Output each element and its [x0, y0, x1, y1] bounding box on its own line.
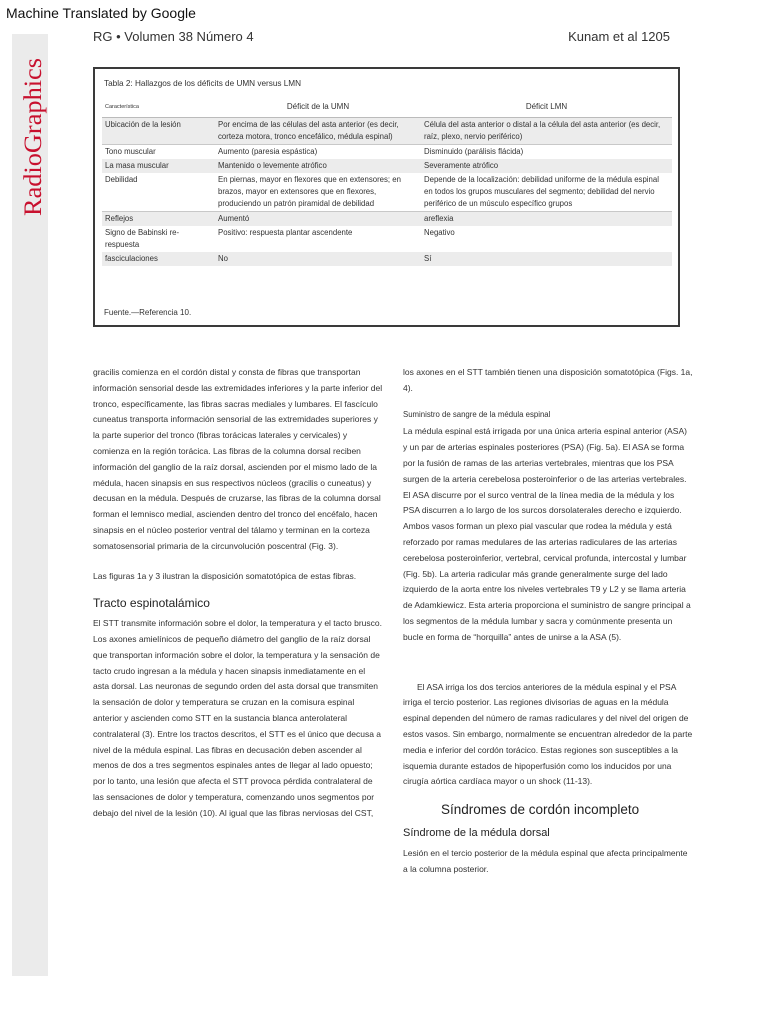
- left-paragraph-3: El STT transmite información sobre el dolor, la temperatura y el tacto brusco. Los axones amielínicos de pequeño diámetro del ganglio de la raíz dorsal que transportan información sobre el dolor, la temperatura y la sensación de tacto crudo ingresan a la médula y hacen sinapsis inmediatamente en el asta dorsal. Las neuronas de segundo orden del asta dorsal que transmiten la sensación de dolor y temperatura se cruzan en la comisura espinal anterior y ascienden como STT en la sustancia blanca anterolateral contralateral (3). Entre los tractos descritos, el STT es el único que decusa a nivel de la médula espinal. Las fibras en decusación deben ascender al menos de dos a tres segmentos espinales antes de llegar al lado opuesto; por lo tanto, una lesión que afecta el STT provoca pérdida contralateral de las sensaciones de dolor y temperatura, comenzando unos segmentos por debajo del nivel de la lesión (10). Al igual que las fibras nerviosas del CST,: [93, 618, 382, 818]
- section-heading-blood-supply: Suministro de sangre de la médula espinal: [403, 409, 551, 419]
- table-caption: Tabla 2: Hallazgos de los déficits de UMN versus LMN: [104, 79, 302, 88]
- row-feature: Reflejos: [102, 212, 215, 227]
- left-paragraph-2: Las figuras 1a y 3 ilustran la disposición somatotópica de estas fibras.: [93, 570, 357, 581]
- row-feature: Debilidad: [102, 173, 215, 212]
- umn-lmn-table: [102, 96, 672, 266]
- left-column: [93, 365, 383, 822]
- table-row: [102, 118, 672, 145]
- row-lmn: Negativo: [424, 228, 455, 237]
- row-lmn: areflexia: [421, 212, 672, 227]
- logo-text: RadioGraphics: [20, 66, 47, 216]
- right-paragraph-2: La médula espinal está irrigada por una única arteria espinal anterior (ASA) y un par de arterias espinales posteriores (PSA) (Fig. 5a). El ASA se forma por la fusión de ramas de las arterias vertebrales, mientras que los PSA surgen de la arteria cerebelosa posteroinferior o de las arterias vertebrales. El ASA discurre por el surco ventral de la línea media de la médula y los PSA discurren a lo largo de los surcos dorsolaterales derecho e izquierdo. Ambos vasos forman un plexo pial vascular que rodea la médula y está reforzado por ramas medulares de las arterias radiculares de las arterias cerebelosa posteroinferior, vertebral, cervical profunda, intercostal y lumbar (Fig. 5b). La arteria radicular más grande generalmente surge del lado izquierdo de la aorta entre los niveles vertebrales T9 y L2 y se llama arteria de Adamkiewicz. Esta arteria proporciona el suministro de sangre principal a los segmentos de la médula lumbar y sacra y comúnmente presenta un bucle en forma de “horquilla” antes de unirse a la ASA (5).: [403, 426, 691, 642]
- row-umn: Mantenido o levemente atrófico: [215, 159, 421, 173]
- table-body: [102, 118, 672, 267]
- table-source: Fuente.—Referencia 10.: [104, 308, 192, 317]
- running-header-journal: RG • Volumen 38 Número 4: [93, 29, 254, 44]
- table-row: [102, 212, 672, 227]
- row-lmn: Depende de la localización: debilidad uniforme de la médula espinal en todos los grupos musculares del segmento; debilidad del nervio periférico de un músculo específico grupos: [421, 173, 672, 212]
- radiographics-wordmark-icon: [10, 56, 50, 220]
- right-paragraph-3: El ASA irriga los dos tercios anteriores de la médula espinal y el PSA irriga el tercio posterior. Las regiones divisorias de aguas en la médula espinal dependen del número de ramas radiculares y del nivel del origen de estos vasos. Sin embargo, normalmente se encuentran alrededor de la parte media e inferior del cordón torácico. Estas regiones son susceptibles a la isquemia durante estados de hipoperfusión como los inducidos por una cirugía aórtica cardíaca mayor o un shock (11-13).: [403, 681, 693, 787]
- table-row: [102, 226, 672, 252]
- right-paragraph-4: Lesión en el tercio posterior de la médula espinal que afecta principalmente a la columna posterior.: [403, 847, 688, 874]
- running-header-page: Kunam et al 1205: [568, 29, 670, 44]
- row-lmn: Severamente atrófico: [421, 159, 672, 173]
- table-row: [102, 145, 672, 160]
- row-feature: Signo de Babinski re- respuesta: [105, 228, 180, 249]
- row-feature: fasciculaciones: [102, 252, 215, 266]
- row-lmn: Sí: [421, 252, 672, 266]
- row-feature: La masa muscular: [102, 159, 215, 173]
- table-row: [102, 252, 672, 266]
- left-paragraph-1: gracilis comienza en el cordón distal y consta de fibras que transportan información sensorial desde las extremidades inferiores y la parte inferior del tronco, específicamente, las fibras sacras mediales y lumbares. El fascículo cuneatus transporta información sensorial de las extremidades superiores y la parte superior del tronco (fibras torácicas laterales y cervicales) y comienza en la región torácica. Las fibras de la columna dorsal reciben información del ganglio de la raíz dorsal, ascienden por el mismo lado de la médula, hacen sinapsis en sus respectivos núcleos (gracilis o cuneatus) y decusan en la médula. Después de cruzarse, las fibras de la columna dorsal forman el lemnisco medial, ascienden dentro del tronco del encéfalo, hacen sinapsis en el núcleo posterior ventral del tálamo y terminan en la corteza somatosensorial primaria de la circunvolución poscentral (Fig. 3).: [93, 367, 383, 551]
- section-heading-incomplete-cord: Síndromes de cordón incompleto: [441, 802, 640, 818]
- row-umn: Positivo: respuesta plantar ascendente: [218, 228, 353, 237]
- row-feature: Tono muscular: [105, 147, 156, 156]
- table-header-row: [102, 96, 672, 118]
- row-umn: En piernas, mayor en flexores que en extensores; en brazos, mayor en extensores que en flexores, produciendo un patrón piramidal de debilidad: [215, 173, 421, 212]
- right-paragraph-1: los axones en el STT también tienen una disposición somatotópica (Figs. 1a, 4).: [403, 367, 693, 393]
- row-umn: Por encima de las células del asta anterior (es decir, corteza motora, tronco encefálico, médula espinal): [215, 118, 421, 145]
- header-umn: Déficit de la UMN: [215, 96, 421, 118]
- table-row: [102, 159, 672, 173]
- row-feature: Ubicación de la lesión: [102, 118, 215, 145]
- section-heading-stt: Tracto espinotalámico: [93, 596, 210, 611]
- subheading-dorsal-cord: Síndrome de la médula dorsal: [403, 826, 550, 839]
- row-umn: No: [215, 252, 421, 266]
- row-lmn: Disminuido (parálisis flácida): [424, 147, 524, 156]
- right-column: [403, 365, 693, 877]
- row-lmn: Célula del asta anterior o distal a la célula del asta anterior (es decir, raíz, plexo, nervio periférico): [421, 118, 672, 145]
- row-umn: Aumentó: [215, 212, 421, 227]
- machine-translated-notice: Machine Translated by Google: [6, 5, 196, 21]
- table-row: [102, 173, 672, 212]
- header-feature: Característica: [102, 96, 215, 118]
- header-lmn: Déficit LMN: [421, 96, 672, 118]
- row-umn: Aumento (paresia espástica): [218, 147, 318, 156]
